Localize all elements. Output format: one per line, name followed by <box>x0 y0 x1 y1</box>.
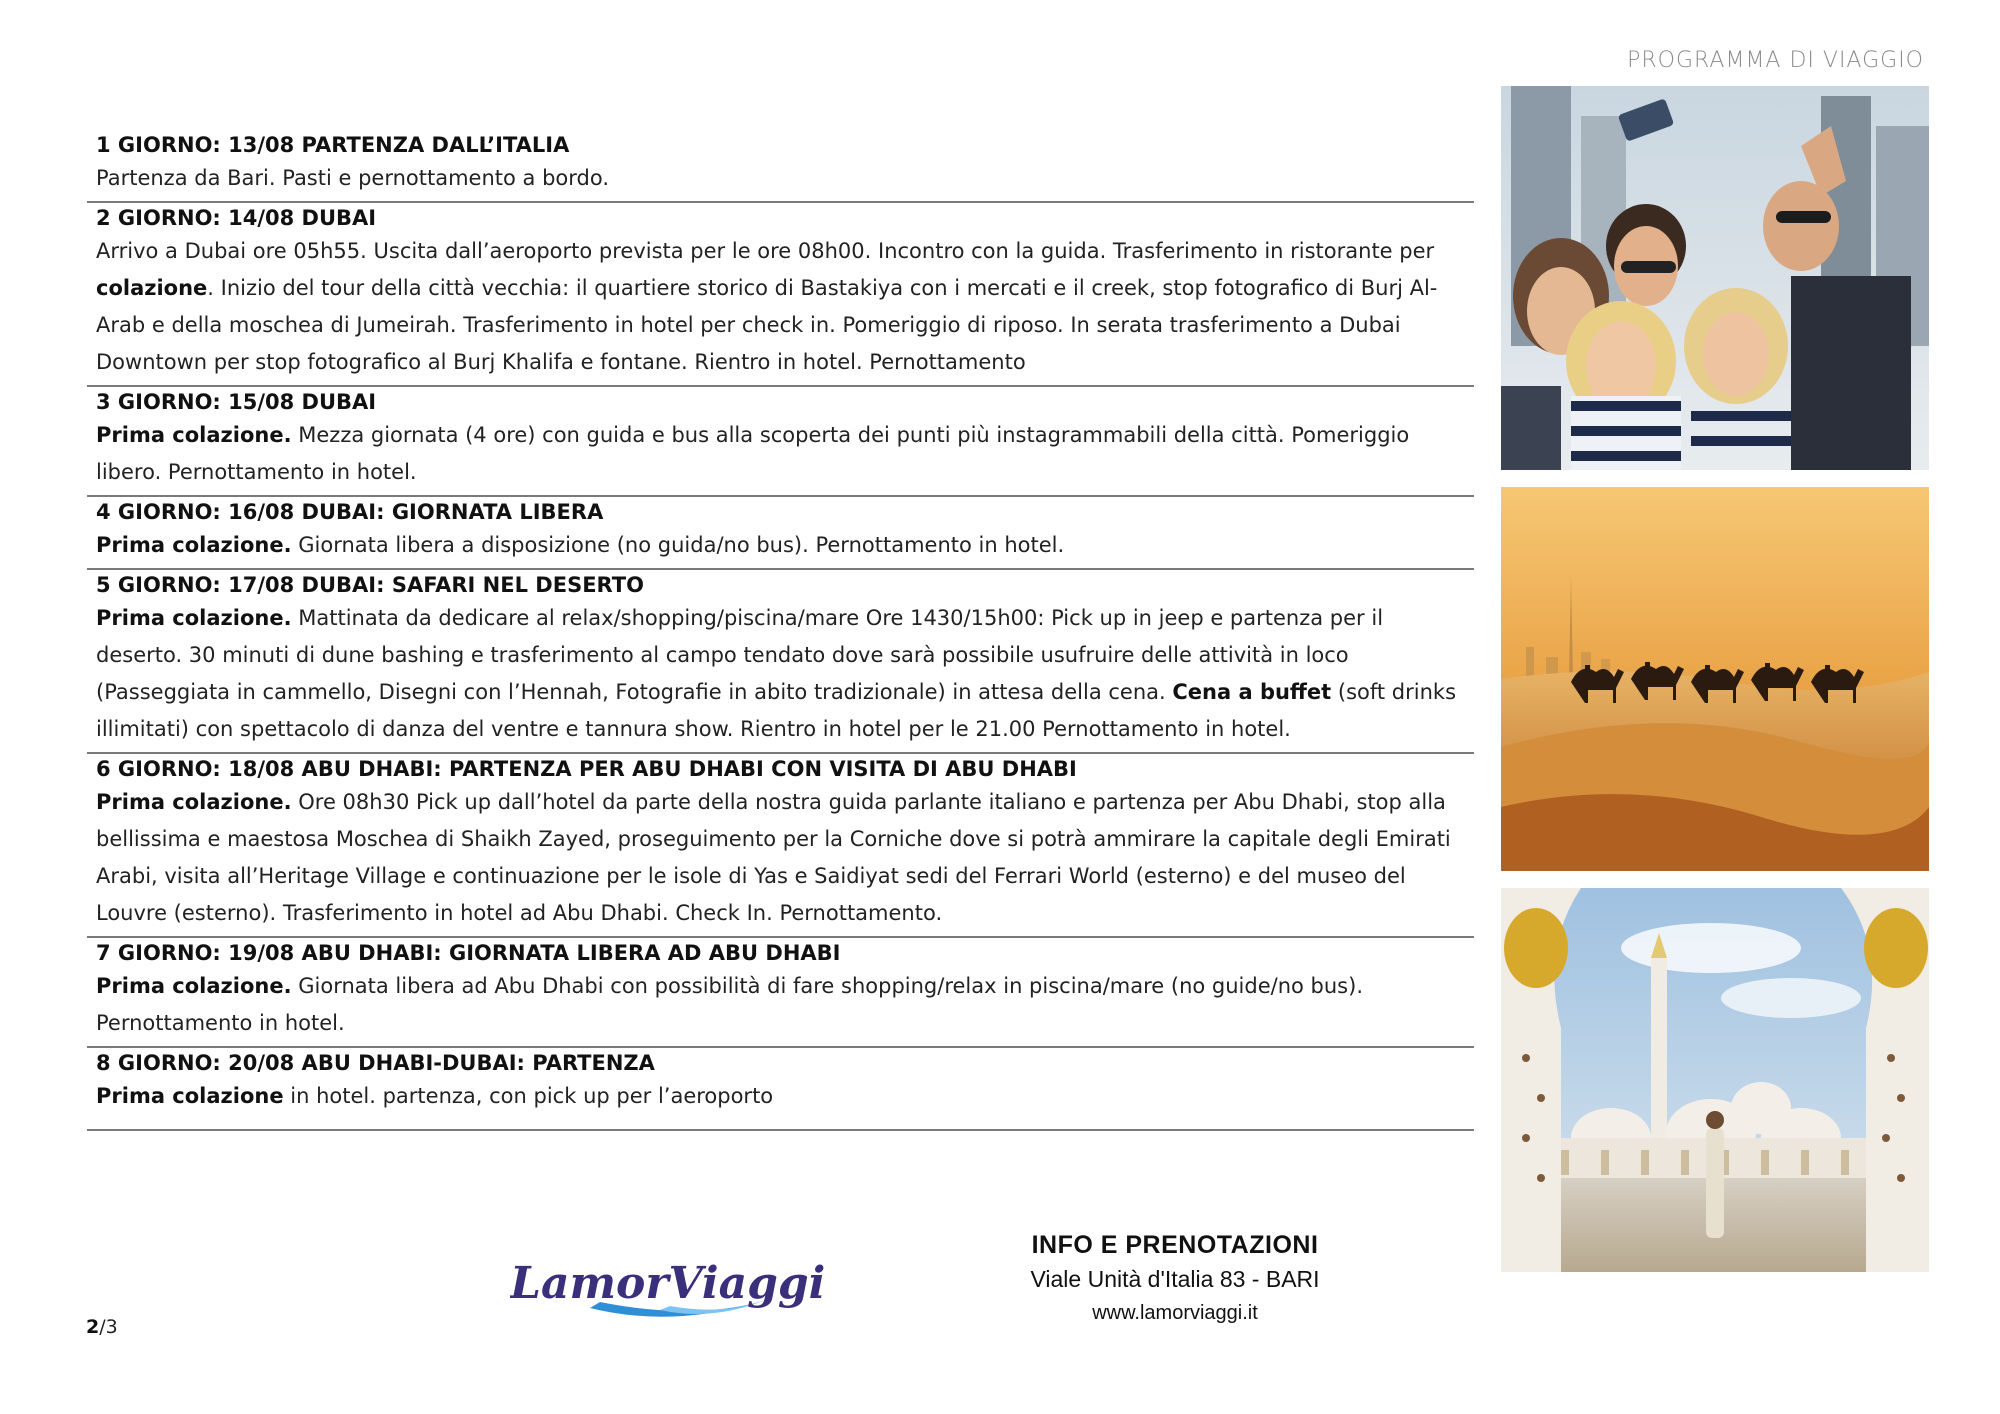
page-number <box>86 1316 118 1338</box>
contact-block <box>1010 1228 1340 1330</box>
day-section <box>87 203 1474 387</box>
day-text: Arrivo a Dubai ore 05h55. Uscita dall’aeroporto prevista per le ore 08h00. Incontro con la guida. Trasferimento in ristorante per <box>96 239 1435 263</box>
day-title: 5 GIORNO: 17/08 DUBAI: SAFARI NEL DESERTO <box>96 573 644 597</box>
day-title: 7 GIORNO: 19/08 ABU DHABI: GIORNATA LIBERA AD ABU DHABI <box>96 941 841 965</box>
day-title: 3 GIORNO: 15/08 DUBAI <box>96 390 377 414</box>
day-text: in hotel. partenza, con pick up per l’aeroporto <box>283 1084 774 1108</box>
day-title: 8 GIORNO: 20/08 ABU DHABI-DUBAI: PARTENZA <box>96 1051 655 1075</box>
day-section <box>87 1048 1474 1131</box>
company-logo <box>510 1250 840 1326</box>
day-text-bold: Prima colazione. <box>96 790 292 814</box>
day-text: . Inizio del tour della città vecchia: il quartiere storico di Bastakiya con i mercati e il creek, stop fotografico di Burj Al-Arab e della moschea di Jumeirah. Trasferimento in hotel per check in. Pomeriggio di riposo. In serata trasferimento a Dubai Downtown per stop fotografico al Burj Khalifa e fontane. Rientro in hotel. Pernottamento <box>96 276 1438 374</box>
day-text: Giornata libera ad Abu Dhabi con possibilità di fare shopping/relax in piscina/mare (no guide/no bus). Pernottamento in hotel. <box>96 974 1363 1035</box>
page-total: /3 <box>99 1316 118 1338</box>
day-text-bold: Prima colazione. <box>96 606 292 630</box>
day-description <box>96 527 1474 564</box>
photo-column <box>1501 86 1929 1289</box>
day-section <box>87 938 1474 1048</box>
day-description <box>96 233 1474 381</box>
photo-desert-camels <box>1501 487 1929 871</box>
photo-sheikh-zayed-mosque <box>1501 888 1929 1272</box>
day-title: 2 GIORNO: 14/08 DUBAI <box>96 206 377 230</box>
day-description <box>96 784 1474 932</box>
contact-address: Viale Unità d'Italia 83 - BARI <box>1030 1266 1320 1292</box>
day-section <box>87 497 1474 570</box>
contact-website[interactable]: www.lamorviaggi.it <box>1092 1302 1258 1324</box>
day-text-bold: Cena a buffet <box>1172 680 1332 704</box>
day-description <box>96 968 1474 1042</box>
day-text: Mezza giornata (4 ore) con guida e bus alla scoperta dei punti più instagrammabili della città. Pomeriggio libero. Pernottamento in hotel. <box>96 423 1410 484</box>
day-text: Partenza da Bari. Pasti e pernottamento a bordo. <box>96 166 610 190</box>
photo-selfie-dubai <box>1501 86 1929 470</box>
day-section <box>87 570 1474 754</box>
day-text: (soft drinks illimitati) con spettacolo di danza del ventre e tannura show. Rientro in hotel per le 21.00 Pernottamento in hotel. <box>96 680 1457 741</box>
day-title: 4 GIORNO: 16/08 DUBAI: GIORNATA LIBERA <box>96 500 604 524</box>
itinerary <box>87 130 1474 1131</box>
day-section <box>87 387 1474 497</box>
day-description <box>96 160 1474 197</box>
day-text-bold: Prima colazione <box>96 1084 284 1108</box>
day-section <box>87 754 1474 938</box>
day-text: Ore 08h30 Pick up dall’hotel da parte della nostra guida parlante italiano e partenza per Abu Dhabi, stop alla bellissima e maestosa Moschea di Shaikh Zayed, proseguimento per la Corniche dove si potrà ammirare la capitale degli Emirati Arabi, visita all’Heritage Village e continuazione per le isole di Yas e Saidiyat sedi del Ferrari World (esterno) e del museo del Louvre (esterno). Trasferimento in hotel ad Abu Dhabi. Check In. Pernottamento. <box>96 790 1451 925</box>
day-description <box>96 417 1474 491</box>
page-current: 2 <box>86 1316 100 1338</box>
contact-title: INFO E PRENOTAZIONI <box>1031 1231 1319 1259</box>
logo-text: LamorViaggi <box>510 1258 826 1309</box>
day-description <box>96 600 1474 748</box>
day-text: Mattinata da dedicare al relax/shopping/piscina/mare Ore 1430/15h00: Pick up in jeep e partenza per il deserto. 30 minuti di dune bashing e trasferimento al campo tendato dove sarà possibile usufruire delle attività in loco (Passeggiata in cammello, Disegni con l’Hennah, Fotografie in abito tradizionale) in attesa della cena. <box>96 606 1384 704</box>
document-header: PROGRAMMA DI VIAGGIO <box>1627 48 1924 73</box>
day-description <box>96 1078 1474 1115</box>
day-text-bold: colazione <box>96 276 208 300</box>
day-text-bold: Prima colazione. <box>96 533 292 557</box>
day-text-bold: Prima colazione. <box>96 423 292 447</box>
day-section <box>87 130 1474 203</box>
day-text-bold: Prima colazione. <box>96 974 292 998</box>
day-title: 1 GIORNO: 13/08 PARTENZA DALL’ITALIA <box>96 133 570 157</box>
day-text: Giornata libera a disposizione (no guida/no bus). Pernottamento in hotel. <box>291 533 1065 557</box>
day-title: 6 GIORNO: 18/08 ABU DHABI: PARTENZA PER ABU DHABI CON VISITA DI ABU DHABI <box>96 757 1077 781</box>
